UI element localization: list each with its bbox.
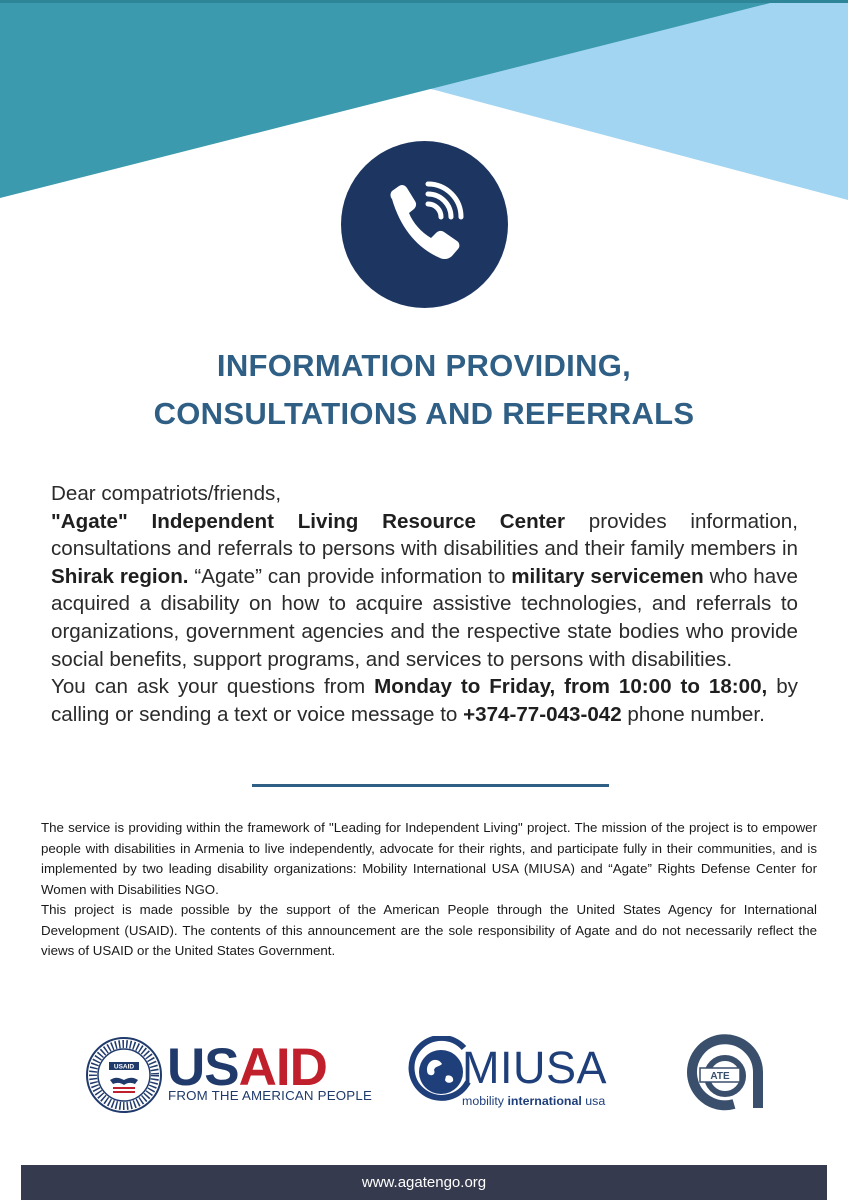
service-description: [51, 508, 798, 674]
agate-logo-icon: [686, 1034, 764, 1112]
usaid-word-aid: AID: [238, 1038, 327, 1097]
text-run: who have acquired a disability on how to acquire assistive technologies, and referrals to organizations, government agencies and the respective state bodies who provide social benefits, support programs, and services to persons with disabilities.: [51, 564, 798, 671]
footer-bar: [21, 1165, 827, 1200]
miusa-tag-part: international: [507, 1094, 582, 1108]
text-run: Monday to Friday, from 10:00 to 18:00,: [374, 675, 768, 699]
usaid-seal-icon: [85, 1036, 163, 1114]
project-info: The service is providing within the framework of "Leading for Independent Living" project. The mission of the project is to empower people with disabilities in Armenia to live independently, advocate for their rights, and participate fully in their communities, and is implemented by two leading disability organizations: Mobility International USA (MIUSA) and “Agate” Rights Defense Center for Women with Disabilities NGO.: [41, 820, 817, 897]
text-run: Shirak region.: [51, 564, 189, 588]
usaid-seal-label: USAID: [113, 1063, 135, 1071]
fine-print: [41, 818, 817, 962]
text-run: You can ask your questions from: [51, 675, 375, 699]
usaid-word-us: US: [167, 1038, 239, 1097]
miusa-wordmark: MIUSA: [462, 1042, 608, 1093]
contact-hours: [51, 673, 798, 728]
main-text: [51, 480, 798, 728]
phone-number: +374-77-043-042: [463, 702, 622, 726]
phone-icon: [341, 141, 508, 308]
text-run: "Agate" Independent Living Resource Center: [51, 509, 565, 533]
website-link[interactable]: www.agatengo.org: [361, 1174, 487, 1191]
miusa-tag-part: mobility: [462, 1094, 508, 1108]
page-title-line2: CONSULTATIONS AND REFERRALS: [153, 396, 695, 431]
funding-disclaimer: This project is made possible by the support of the American People through the United States Agency for International Development (USAID). The contents of this announcement are the sole responsibility of Agate and do not necessarily reflect the views of USAID or the United States Government.: [41, 902, 817, 958]
usaid-tagline: FROM THE AMERICAN PEOPLE: [168, 1088, 373, 1103]
page-title-line1: INFORMATION PROVIDING,: [216, 348, 632, 383]
text-run: phone number.: [621, 702, 765, 726]
miusa-tag-part: usa: [581, 1094, 606, 1108]
text-run: by calling or sending a text or voice message to: [51, 675, 798, 726]
greeting: Dear compatriots/friends,: [51, 482, 282, 505]
agate-logo-label: ATE: [710, 1071, 730, 1082]
text-run: military servicemen: [511, 564, 704, 588]
phone-badge: [341, 141, 508, 308]
text-run: “Agate” can provide information to: [188, 564, 512, 588]
text-run: provides information, consultations and referrals to persons with disabilities and their family members in: [51, 509, 798, 561]
miusa-tagline: [462, 1094, 605, 1108]
divider: [252, 784, 609, 787]
